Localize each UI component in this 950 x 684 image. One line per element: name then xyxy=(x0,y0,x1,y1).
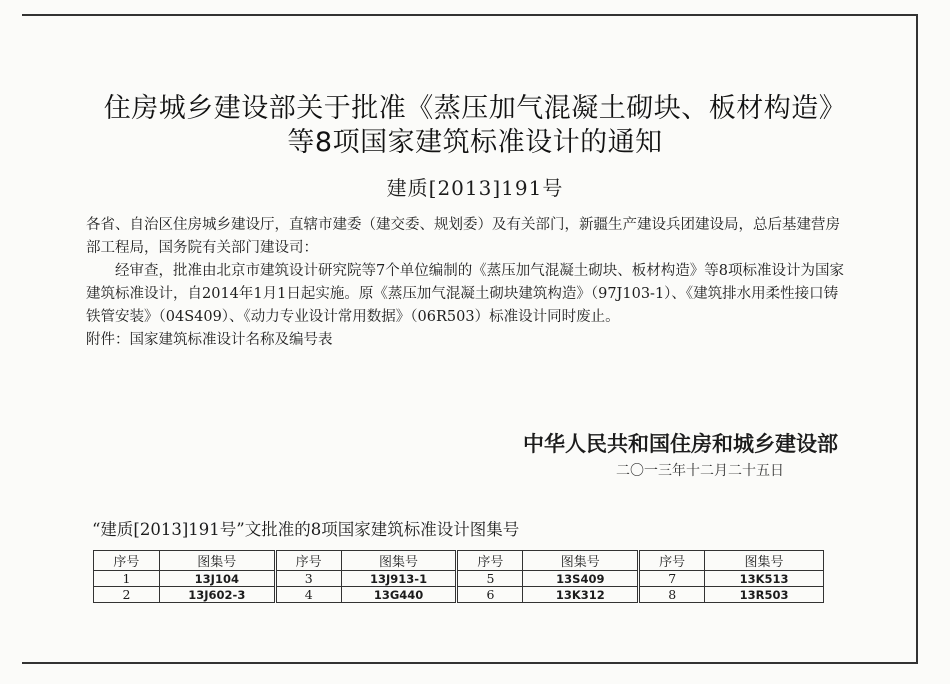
atlas-code: 13K312 xyxy=(523,587,639,603)
issuing-authority: 中华人民共和国住房和城乡建设部 xyxy=(523,432,838,456)
notice-title-line2: 等8项国家建筑标准设计的通知 xyxy=(287,127,663,158)
header-seq: 序号 xyxy=(94,551,160,571)
atlas-code: 13G440 xyxy=(341,587,457,603)
recipients-paragraph: 各省、自治区住房城乡建设厅，直辖市建委（建交委、规划委）及有关部门，新疆生产建设兵团建设局，总后基建营房部工程局，国务院有关部门建设司： xyxy=(86,217,840,256)
row-seq: 5 xyxy=(457,571,523,587)
atlas-number-table xyxy=(93,550,824,603)
row-seq: 4 xyxy=(275,587,341,603)
table-row xyxy=(94,571,824,587)
atlas-code: 13R503 xyxy=(705,587,824,603)
row-seq: 8 xyxy=(639,587,705,603)
header-seq: 序号 xyxy=(275,551,341,571)
table-row xyxy=(94,587,824,603)
header-code: 图集号 xyxy=(523,551,639,571)
row-seq: 3 xyxy=(275,571,341,587)
attachment-line: 附件：国家建筑标准设计名称及编号表 xyxy=(86,332,333,348)
header-code: 图集号 xyxy=(159,551,275,571)
row-seq: 7 xyxy=(639,571,705,587)
notice-title-line1: 住房城乡建设部关于批准《蒸压加气混凝土砌块、板材构造》 xyxy=(103,93,847,124)
header-seq: 序号 xyxy=(639,551,705,571)
row-seq: 2 xyxy=(94,587,160,603)
atlas-code: 13K513 xyxy=(705,571,824,587)
notice-body xyxy=(86,214,846,352)
row-seq: 6 xyxy=(457,587,523,603)
atlas-code: 13J104 xyxy=(159,571,275,587)
atlas-code: 13J913-1 xyxy=(341,571,457,587)
document-number: 建质[2013]191号 xyxy=(386,176,564,200)
atlas-code: 13J602-3 xyxy=(159,587,275,603)
header-seq: 序号 xyxy=(457,551,523,571)
header-code: 图集号 xyxy=(705,551,824,571)
approval-paragraph: 经审查，批准由北京市建筑设计研究院等7个单位编制的《蒸压加气混凝土砌块、板材构造》等8项标准设计为国家建筑标准设计，自2014年1月1日起实施。原《蒸压加气混凝土砌块建筑构造》（97J103-1）、《建筑排水用柔性接口铸铁管安装》（04S409）、《动力专业设计常用数据》（06R503）标准设计同时废止。 xyxy=(86,263,844,325)
header-code: 图集号 xyxy=(341,551,457,571)
table-header-row xyxy=(94,551,824,571)
issue-date: 二〇一三年十二月二十五日 xyxy=(616,463,784,479)
row-seq: 1 xyxy=(94,571,160,587)
atlas-code: 13S409 xyxy=(523,571,639,587)
table-caption: “建质[2013]191号”文批准的8项国家建筑标准设计图集号 xyxy=(92,520,520,539)
